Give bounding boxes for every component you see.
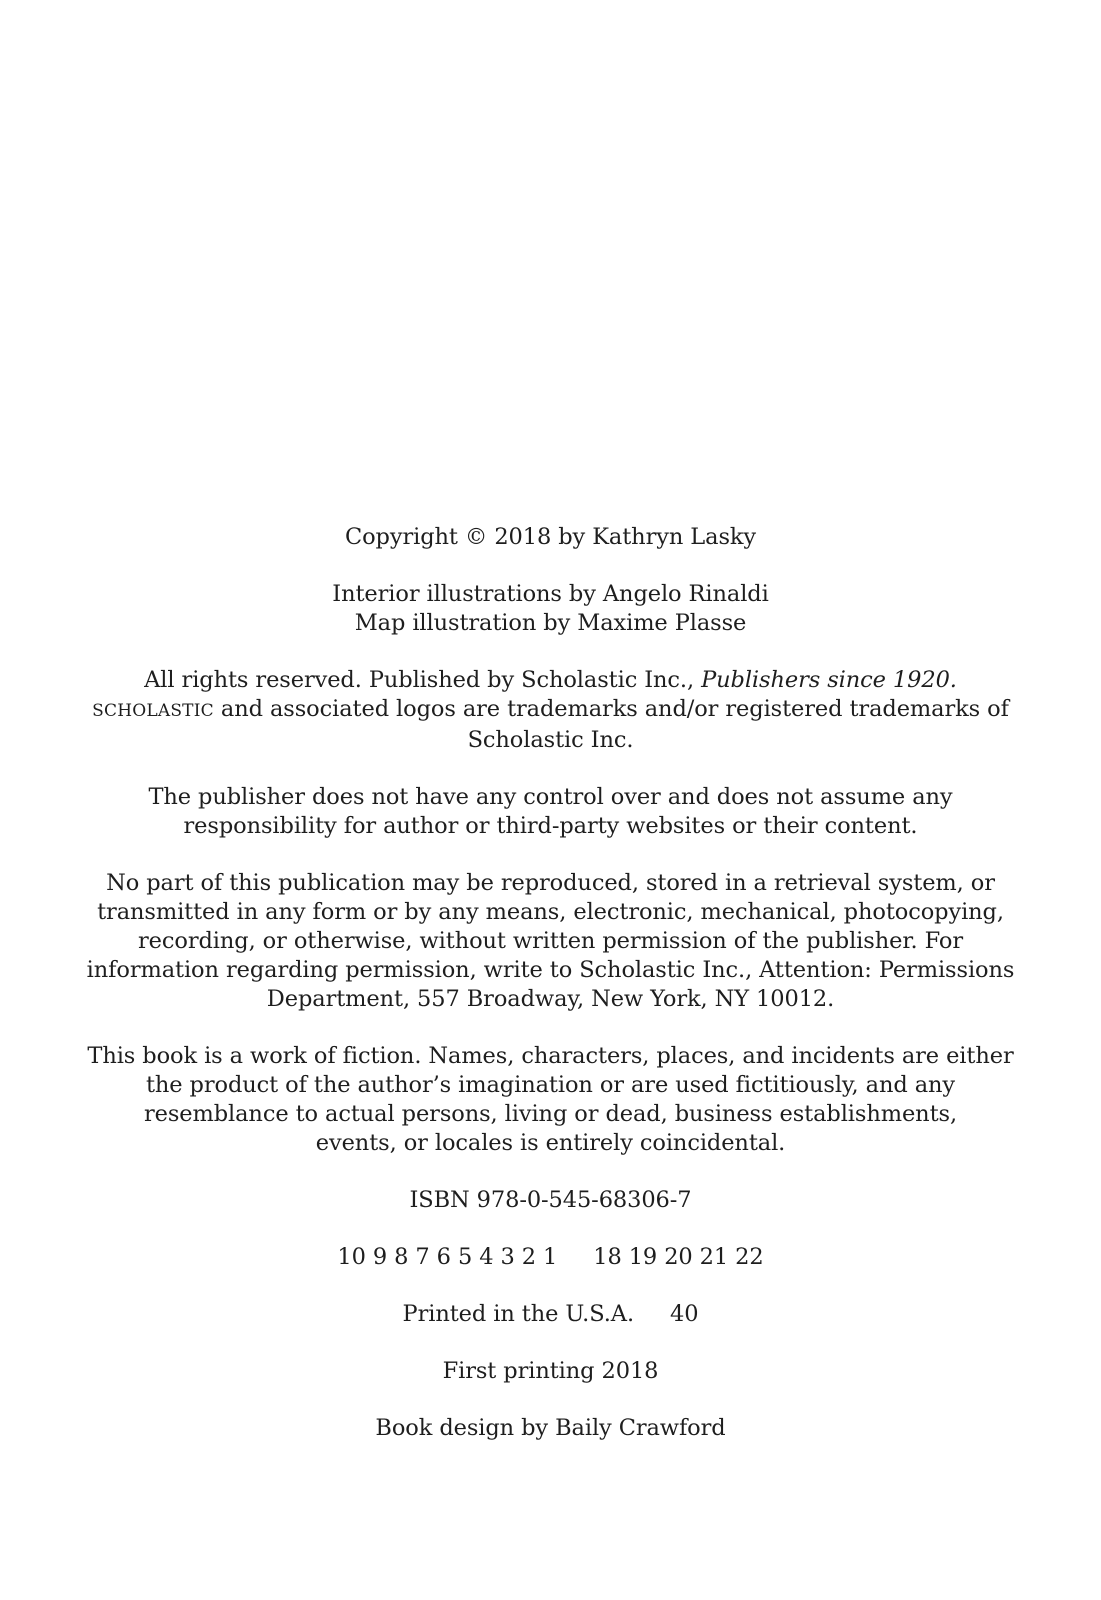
reproduction-line-3: recording, or otherwise, without written permission of the publisher. For [138,928,963,954]
printer-key-line [0,1243,1101,1272]
trademark-text: and associated logos are trademarks and/or registered trademarks of [213,696,1009,722]
printer-number: 40 [670,1301,699,1327]
isbn [0,1186,1101,1215]
reproduction-line-5: Department, 557 Broadway, New York, NY 10012. [266,986,835,1012]
rights-line-3: Scholastic Inc. [467,727,634,753]
printed-country: Printed in the U.S.A. [402,1301,634,1327]
illustration-credits [0,580,1101,638]
isbn-line: ISBN 978-0-545-68306-7 [409,1187,692,1213]
reproduction-line-1: No part of this publication may be reproduced, stored in a retrieval system, or [106,870,995,896]
disclaimer-line-2: responsibility for author or third-party websites or their content. [183,813,918,839]
reproduction-line-4: information regarding permission, write to Scholastic Inc., Attention: Permissions [86,957,1015,983]
colophon-block [0,523,1101,1471]
rights-line-2 [0,695,1101,726]
disclaimer-line-1: The publisher does not have any control over and does not assume any [148,784,953,810]
copyright-notice [0,523,1101,552]
first-printing [0,1357,1101,1386]
printer-key [0,1243,1101,1272]
interior-illustration-credit: Interior illustrations by Angelo Rinaldi [332,581,769,607]
fiction-line-2: the product of the author’s imagination or are used fictitiously, and any [145,1072,956,1098]
map-illustration-credit: Map illustration by Maxime Plasse [354,610,747,636]
year-numbers: 18 19 20 21 22 [593,1244,764,1270]
rights-line-1 [0,666,1101,695]
printed-in-line [0,1300,1101,1329]
scholastic-trademark: SCHOLASTIC [92,701,214,721]
fiction-notice [0,1042,1101,1158]
first-printing-line: First printing 2018 [442,1358,659,1384]
fiction-line-3: resemblance to actual persons, living or dead, business establishments, [143,1101,958,1127]
printed-in [0,1300,1101,1329]
reproduction-line-2: transmitted in any form or by any means, electronic, mechanical, photocopying, [97,899,1004,925]
reproduction-notice [0,869,1101,1014]
copyright-line: Copyright © 2018 by Kathryn Lasky [344,524,757,550]
rights-published-by: All rights reserved. Published by Scholastic Inc., [144,667,702,693]
publisher-disclaimer [0,783,1101,841]
fiction-line-4: events, or locales is entirely coincidental. [315,1130,786,1156]
rights-statement [0,666,1101,755]
impression-numbers: 10 9 8 7 6 5 4 3 2 1 [337,1244,558,1270]
publishers-since-tagline: Publishers since 1920. [701,667,957,693]
fiction-line-1: This book is a work of fiction. Names, characters, places, and incidents are either [87,1043,1014,1069]
design-credit [0,1414,1101,1443]
design-credit-line: Book design by Baily Crawford [375,1415,726,1441]
